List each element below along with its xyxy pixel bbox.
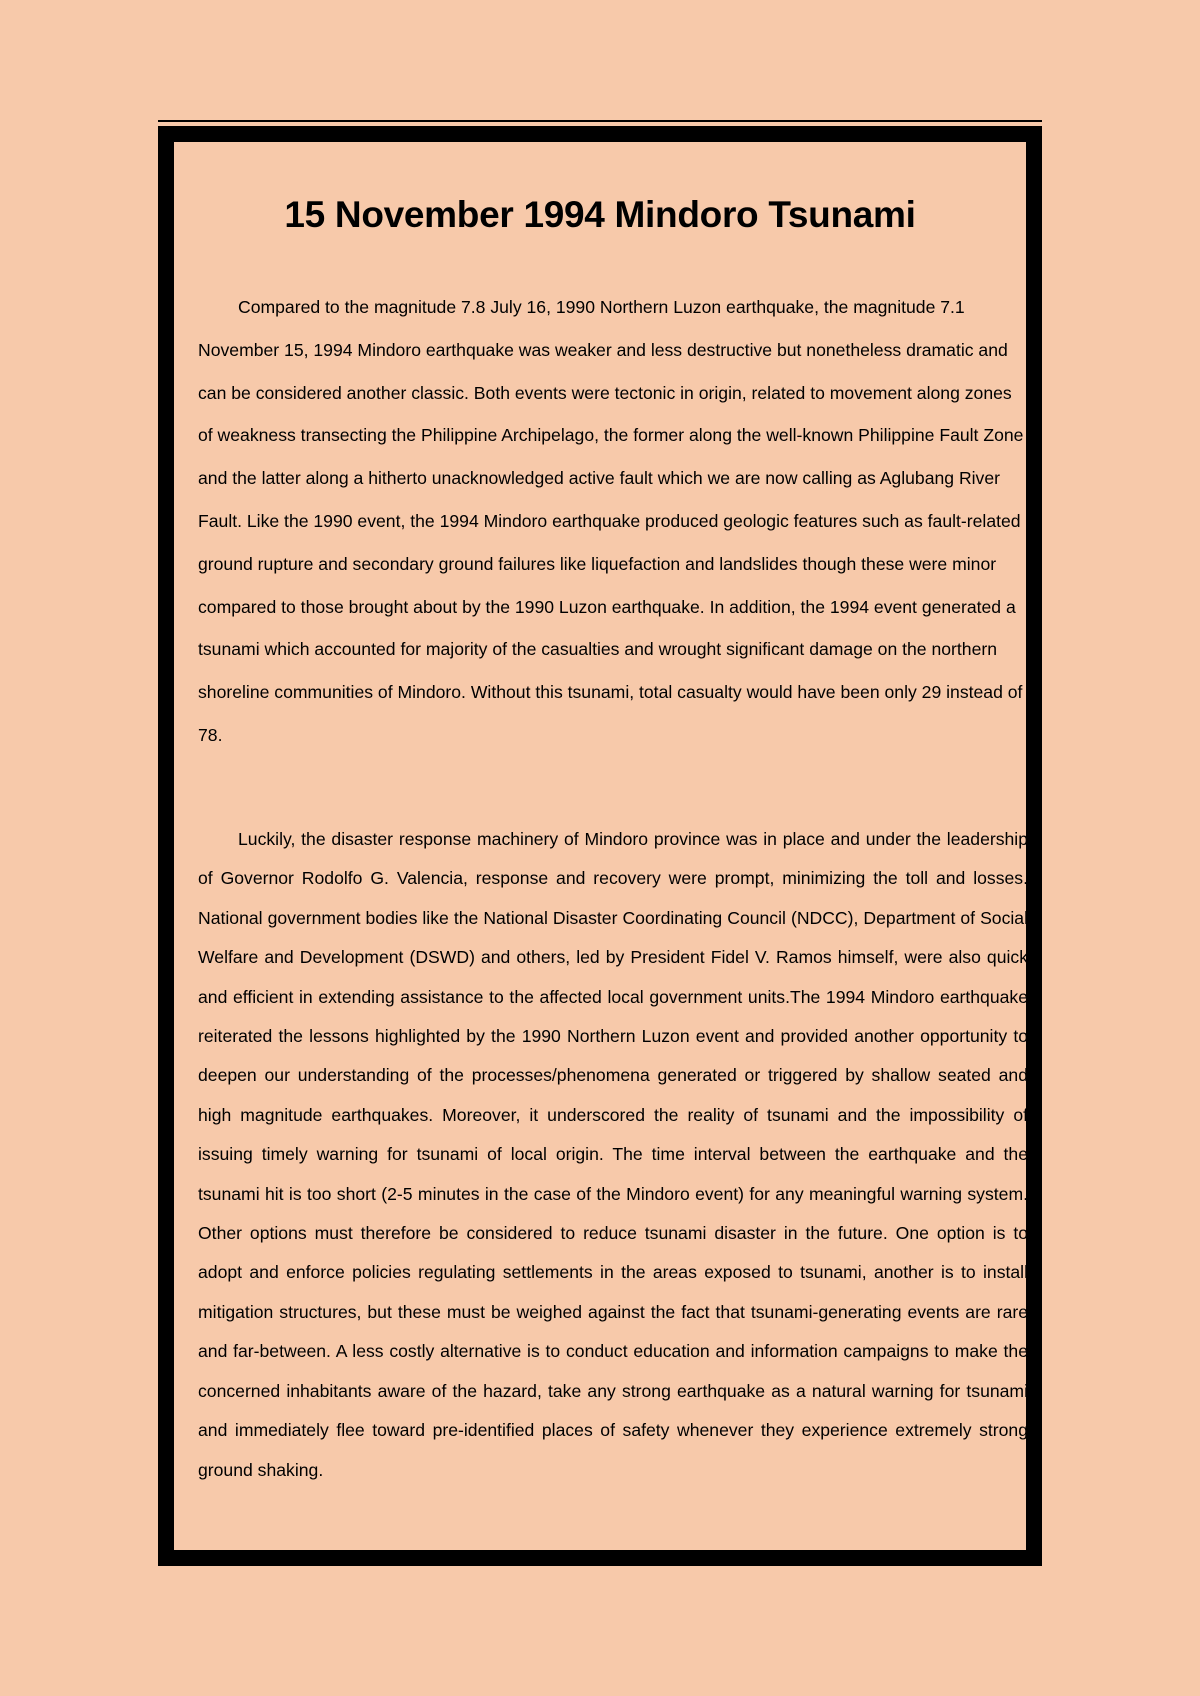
paragraph-1-text: Compared to the magnitude 7.8 July 16, 1990 Northern Luzon earthquake, the magnitude 7.1 November 15, 1994 Mindoro earthquake was weaker and less destructive but nonetheless dramatic and can be considered another classic. Both events were tectonic in origin, related to movement along zones of weakness transecting the Philippine Archipelago, the former along the well-known Philippine Fault Zone and the latter along a hitherto unacknowledged active fault which we are now calling as Aglubang River Fault. Like the 1990 event, the 1994 Mindoro earthquake produced geologic features such as fault-related ground rupture and secondary ground failures like liquefaction and landslides though these were minor compared to those brought about by the 1990 Luzon earthquake. In addition, the 1994 event generated a tsunami which accounted for majority of the casualties and wrought significant damage on the northern shoreline communities of Mindoro. Without this tsunami, total casualty would have been only 29 instead of 78. bbox=[198, 297, 1024, 745]
paragraph-2 bbox=[198, 820, 1028, 1490]
frame-top-rule bbox=[158, 120, 1042, 122]
paragraph-1 bbox=[198, 286, 1028, 757]
paragraph-2-text: Luckily, the disaster response machinery of Mindoro province was in place and under the leadership of Governor Rodolfo G. Valencia, response and recovery were prompt, minimizing the toll and losses. National government bodies like the National Disaster Coordinating Council (NDCC), Department of Social Welfare and Development (DSWD) and others, led by President Fidel V. Ramos himself, were also quick and efficient in extending assistance to the affected local government units.The 1994 Mindoro earthquake reiterated the lessons highlighted by the 1990 Northern Luzon event and provided another opportunity to deepen our understanding of the processes/phenomena generated or triggered by shallow seated and high magnitude earthquakes. Moreover, it underscored the reality of tsunami and the impossibility of issuing timely warning for tsunami of local origin. The time interval between the earthquake and the tsunami hit is too short (2-5 minutes in the case of the Mindoro event) for any meaningful warning system. Other options must therefore be considered to reduce tsunami disaster in the future. One option is to adopt and enforce policies regulating settlements in the areas exposed to tsunami, another is to install mitigation structures, but these must be weighed against the fact that tsunami-generating events are rare and far-between. A less costly alternative is to conduct education and information campaigns to make the concerned inhabitants aware of the hazard, take any strong earthquake as a natural warning for tsunami and immediately flee toward pre-identified places of safety whenever they experience extremely strong ground shaking. bbox=[198, 829, 1028, 1480]
document-frame bbox=[158, 126, 1042, 1566]
document-title: 15 November 1994 Mindoro Tsunami bbox=[284, 194, 916, 235]
